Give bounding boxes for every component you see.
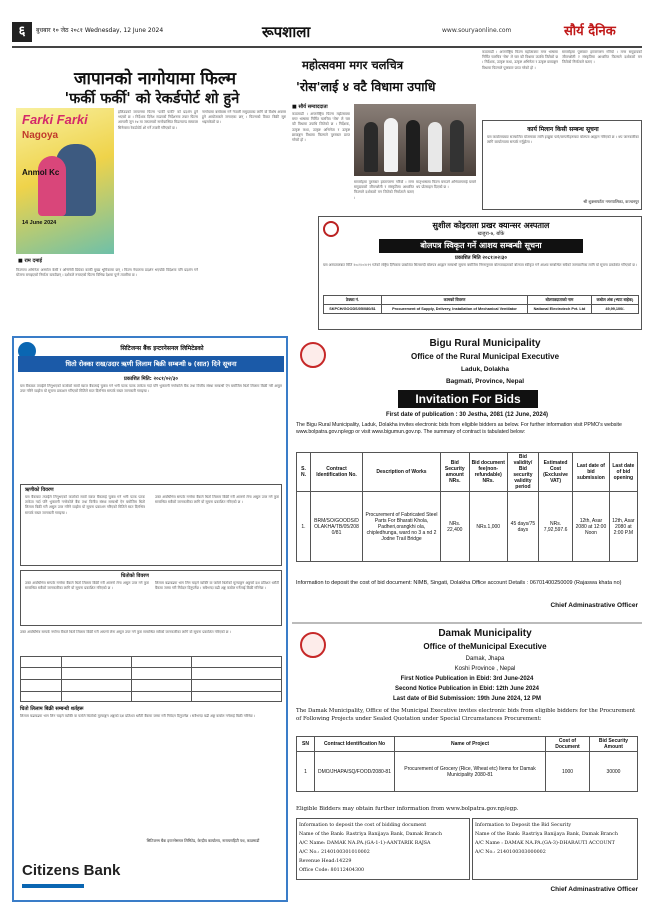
hospital-logo	[323, 221, 339, 237]
table-cell: 1	[297, 752, 315, 792]
bid-table	[296, 452, 638, 562]
nepal-emblem	[300, 342, 326, 368]
table-cell: 30000	[590, 752, 638, 792]
website-link[interactable]: www.souryaonline.com	[442, 27, 512, 34]
notice-body: यस बैंकबाट तपाईंले लिनुभएको कर्जाको सावाँ ब्याज बैंकलाई चुक्ता गर्न भनी पटक पटक ताकेता गर्दा पनि भुक्तानी नगरेकोले बैंक तथा वित्तीय संस्था सम्बन्धी ऐन बमोजिम धितो लिलाम बिक्री गरी असुल उपर गरिने व्यहोरा यो सूचना प्रकाशन गरिएको मितिले सात दिनभित्र सम्पर्क राख्न जानकारी गराइन्छ ।	[20, 384, 282, 394]
byline: ■ राम दमाई	[18, 258, 42, 264]
bid-table	[296, 736, 638, 792]
deposit-line: Office Code: 80112404300	[299, 868, 365, 873]
deposit-line: A/C Name : DAMAK NA.PA.(GA-3)-DHARAUTI ACCOUNT	[475, 841, 615, 846]
org-name: Damak Municipality	[438, 628, 532, 639]
location: Laduk, Dolakha	[460, 366, 510, 373]
deposit-info-box	[472, 818, 638, 880]
notice-title: सिटिजन्स बैंक इन्टरनेसनल लिमिटेडको	[120, 345, 204, 352]
citizens-bank-notice	[12, 336, 288, 902]
publication-date: Second Notice Publication in Ebid: 12th June 2024	[394, 686, 540, 692]
brand-logo: सौर्य दैनिक	[564, 24, 616, 39]
submission-deadline: Last date of Bid Submission: 19th June 2024, 12 PM	[392, 696, 542, 702]
article-body: काठमाडौं । अन्तर्राष्ट्रिय फिल्म महोत्सवमा मगर भाषामा निर्मित चलचित्र 'रोस' ले चार वटै विधामा उपाधि जितेको छ । निर्देशक, उत्कृष्ट कथा, उत्कृष्ट अभिनेता र उत्कृष्ट छायाङ्कन विधामा फिल्मले पुरस्कार प्राप्त गरेको हो ।	[292, 112, 350, 143]
notice-intro: The Damak Municipality, Office of the Municipal Executive invites electronic bids from eligible bidders for the Procurement of Following Projects under Sealed Quotation under Special Circumstances Procurement:	[296, 708, 636, 722]
bank-logo: Citizens Bank	[22, 862, 121, 879]
notice-title: कार्य मिलान किसी सम्बन्ध सूचना	[527, 126, 599, 133]
byline: ■ सौर्य सम्वाददाता	[292, 104, 328, 110]
deposit-line: A/C No.: 2140100301010002	[299, 850, 370, 855]
notice-signoff: Chief Adminastrative Officer	[550, 602, 638, 609]
notice-title: बोलपत्र स्विकृत गर्ने आशय सम्बन्धी सूचना	[379, 239, 583, 253]
details-text: यस बैंकबाट तपाईंले लिनुभएको कर्जाको सावाँ ब्याज बैंकलाई चुक्ता गर्न भनी पटक पटक ताकेता गर्दा पनि भुक्तानी नगरेकोले बैंक तथा वित्तीय संस्था सम्बन्धी ऐन बमोजिम धितो लिलाम बिक्री गरी असुल उपर गरिने व्यहोरा यो सूचना प्रकाशन गरिएको मितिले सात दिनभित्र सम्पर्क राख्न जानकारी गराइन्छ ।	[25, 495, 145, 515]
table-header: Bid validity/ Bid security validity period	[507, 453, 538, 492]
table-header: ठेक्का नं.	[324, 296, 382, 305]
deposit-line: Revenue Head:14229	[299, 859, 352, 864]
bank-contact: सिटिजन्स बैंक इन्टरनेसनल लिमिटेड, केन्द्रीय कार्यालय, नारायणहिटी पथ, काठमाडौं	[146, 838, 260, 843]
table-header: Last date of bid opening	[609, 453, 637, 492]
notice-title: धितो रोक्का राख/उदार ऋणी लिलाम बिक्री सम्बन्धी ७ (सात) दिने सूचना	[65, 360, 237, 368]
table-header: Contract Identification No.	[311, 453, 363, 492]
article-body: हलिउडको जापानमा फिल्म 'फर्की फर्की' को प्रदर्शन हुने भएको छ । निर्देशक दिनेश राउतको निर्देशनमा तयार फिल्म आगामी जुन १४ मा जापानको नागोयास्थित मिडल्यान्ड स्क्वायर सिनेमामा रेकर्डपोर्ट शो गर्ने तयारी गरिएको छ ।	[118, 110, 198, 130]
page-header	[12, 18, 642, 48]
eligibility-note: Eligible Bidders may obtain further information from www.bolpatra.gov.np/egp.	[296, 806, 519, 812]
location: Bagmati, Province, Nepal	[445, 378, 525, 385]
header-date: बुधबार १० जेठ २०८१ Wednesday, 12 June 2024	[36, 27, 164, 34]
table-header: Bid document fee(non-refundable) NRs.	[469, 453, 507, 492]
poster-title: Farki Farki	[22, 112, 88, 127]
hospital-notice	[318, 216, 642, 330]
table-cell: NRs. 7,92,597.6	[538, 492, 572, 562]
article-headline: 'रोस'लाई ४ वटै विधामा उपाधि	[296, 79, 436, 94]
notice-title: Invitation For Bids	[398, 390, 538, 408]
table-header: Estimated Cost (Exclusive VAT)	[538, 453, 572, 492]
municipal-notice	[482, 120, 642, 210]
location: Damak, Jhapa	[465, 656, 505, 662]
deposit-line: Name of the Bank: Rastriya Banijaya Bank, Damak Branch	[299, 832, 442, 837]
section-heading: ऋणीको विवरण	[25, 487, 54, 493]
table-cell: 49,99,100/-	[591, 305, 638, 314]
article-body: काठमाडौं । अन्तर्राष्ट्रिय फिल्म महोत्सवमा मगर भाषामा निर्मित चलचित्र 'रोस' ले चार वटै विधामा उपाधि जितेको छ । निर्देशक, उत्कृष्ट कथा, उत्कृष्ट अभिनेता र उत्कृष्ट छायाङ्कन विधामा फिल्मले पुरस्कार प्राप्त गरेको हो ।	[482, 50, 558, 70]
table-header: S. N.	[297, 453, 311, 492]
notice-body: यस अस्पतालबाट मिति २०८१।०२।१९ गतेको राष्ट्रिय दैनिकमा प्रकाशित सिलबन्दी बोलपत्र आह्वान सम्बन्धी सूचना बमोजिम निम्नानुसार बोलपत्रदाताको बोलपत्र स्वीकृत गर्ने आशय सम्बन्धित सबैको जानकारीका लागि यो सूचना प्रकाशित गरिएको छ ।	[323, 263, 638, 267]
deposit-line: A/C Name: DAMAK NA.PA.(GA-1-1)-AANTARIK RAJSA	[299, 841, 431, 846]
poster-date: 14 June 2024	[22, 220, 57, 226]
table-cell: 1.	[297, 492, 311, 562]
table-header: SN	[297, 737, 315, 752]
table-header: Bid Security amount NRs.	[441, 453, 470, 492]
damak-bid-notice	[292, 622, 642, 902]
poster-subtitle: Nagoya	[22, 130, 59, 141]
deposit-info: Information to deposit the cost of bid document: NIMB, Singati, Dolakha Office account Details : 06701400250009 (Rajaswa khata no)	[296, 580, 622, 586]
collateral-details	[20, 570, 282, 626]
deposit-line: Information to deposit the cost of bidding document	[299, 823, 427, 828]
article-body: मातृभाषामा फिल्म बनाउने अभियानलाई यसले थप प्रोत्साहन दिएको छ ।	[416, 180, 476, 190]
notice-date: प्रकाशित मिति: २०८१/०२/३०	[124, 376, 178, 382]
table-cell: BRM/SO/GOODS/DOLAKHA/TB/05/2080/81	[311, 492, 363, 562]
article-body: नागोयामा बसोबास गर्ने नेपाली समुदायका लागि यो विशेष अवसर हुने आयोजकले जनाएका छन् । फिल्मको टिकट बिक्री सुरु भइसकेको छ ।	[202, 110, 286, 125]
office-name: Office of theMunicipal Executive	[423, 642, 547, 651]
table-header: Description of Works	[363, 453, 441, 492]
table-header: Last date of bid submission	[573, 453, 609, 492]
org-name: Bigu Rural Municipality	[429, 338, 541, 349]
table-header: Name of Project	[395, 737, 546, 752]
org-location: खजुरा-७, बाँके	[477, 231, 505, 237]
details-text: लिलाम बढाबढमा भाग लिन चाहने व्यक्ति वा फर्मले धितोको मूल्याङ्कन अङ्कको दश प्रतिशत धरौटी बैंकमा जम्मा गरी निवेदन दिनुपर्नेछ । सबैभन्दा बढी अङ्क कबोल गर्नेलाई बिक्री गरिनेछ ।	[155, 581, 279, 591]
table-header: कामको विवरण	[381, 296, 527, 305]
auction-table	[20, 656, 282, 702]
table-cell: 45 days/75 days	[507, 492, 538, 562]
notice-date: प्रकाशित मिति २०८१।०२।३०	[454, 255, 508, 261]
deposit-info-box	[296, 818, 470, 880]
table-cell: Procurement of Grocery (Rice, Wheat etc) Items for Damak Municipality 2080-81	[395, 752, 546, 792]
notice-body: उक्त अवधिभित्र सम्पर्क नगरेमा बैंकले धितो लिलाम बिक्री गरी आफ्नो लेना असुल उपर गर्ने कुरा सम्बन्धित सबैको जानकारीका लागि यो सूचना प्रकाशित गरिएको छ ।	[20, 630, 231, 634]
film-poster	[16, 108, 114, 254]
borrower-details	[20, 484, 282, 566]
section-heading: धितो लिलाम बिक्री सम्बन्धी शर्तहरू	[20, 706, 84, 712]
bigu-bid-notice	[292, 336, 642, 618]
bank-logo-bar	[22, 884, 84, 888]
details-text: उक्त अवधिभित्र सम्पर्क नगरेमा बैंकले धितो लिलाम बिक्री गरी आफ्नो लेना असुल उपर गर्ने कुरा सम्बन्धित सबैको जानकारीका लागि यो सूचना प्रकाशित गरिएको छ ।	[155, 495, 279, 505]
poster-figure	[38, 156, 66, 216]
page-number: ६	[12, 22, 32, 42]
article-body: समारोहमा पुरस्कार हस्तान्तरण गरियो । मगर समुदायको जीवनशैली र संस्कृतिमा आधारित फिल्मले दर्शकको मन जितेको निर्माताले बताए ।	[562, 50, 642, 65]
table-header: कबोल अंक (भ्याट बाहेक)	[591, 296, 638, 305]
table-header: Cost of Document	[546, 737, 590, 752]
table-header: Contract Identification No	[315, 737, 395, 752]
article-headline: जापानको नागोयामा फिल्म	[73, 69, 237, 89]
publication-date: First date of publication : 30 Jestha, 2081 (12 June, 2024)	[385, 412, 549, 418]
article-body: फिल्ममा अभिनेता अनमोल केसी र अभिनेत्री प्रियंका कार्की मुख्य भूमिकामा छन् । फिल्म नेपालमा प्रदर्शन भएपछि विदेशमा पनि प्रदर्शन गर्ने योजना बनाइएको निर्माता बताउँछन् । दर्शकले रुचाएको फिल्म विभिन्न देशमा पुग्ने तयारीमा छ ।	[16, 268, 198, 278]
nepal-emblem	[300, 632, 326, 658]
deposit-line: A/C No.: 2140100303000002	[475, 850, 546, 855]
table-cell: National Electrotech Pvt. Ltd	[528, 305, 592, 314]
notice-signoff: श्री शुक्लाफाँटा नगरपालिका, कञ्चनपुर	[583, 199, 639, 204]
award-table	[323, 295, 639, 314]
notice-signoff: Chief Adminastrative Officer	[550, 886, 638, 893]
article-body: समारोहमा पुरस्कार हस्तान्तरण गरियो । मगर समुदायको जीवनशैली र संस्कृतिमा आधारित फिल्मले दर्शकको मन जितेको निर्माताले बताए ।	[354, 180, 414, 200]
article-headline: 'फर्की फर्की' को रेकर्डपोर्ट शो हुने	[64, 90, 240, 107]
notice-intro: The Bigu Rural Municipality, Laduk, Dolakha invites electronic bids from eligible bidders as below. For further information visit PPMO's website www.bolpatra.gov.np/egp or visit www.bigumun.gov.np. The summary of contract is tabulated below:	[296, 422, 622, 435]
deposit-line: Name of the Bank: Rastriya Banijaya Bank, Damak Branch	[475, 832, 618, 837]
office-name: Office of the Rural Municipal Executive	[410, 352, 560, 361]
table-cell: DMO/JHAPA/SQ/FOOD/2080-81	[315, 752, 395, 792]
publication-date: First Notice Publication in Ebid: 3rd June-2024	[400, 676, 534, 682]
table-cell: NRs.1,000	[469, 492, 507, 562]
table-cell: Procurement of Supply, Delivery, Installation of Mechanical Ventilator	[381, 305, 527, 314]
poster-name: Anmol Kc	[22, 168, 60, 177]
table-cell: NRs. 22,400	[441, 492, 470, 562]
deposit-line: Information to Deposit the Bid Security	[475, 823, 572, 828]
table-cell: 1000	[546, 752, 590, 792]
section-heading: धितोको विवरण	[121, 573, 149, 579]
table-header: बोलपत्रदाताको नाम	[528, 296, 592, 305]
table-cell: 12th, Asar 2080 at 12:00 Noon	[573, 492, 609, 562]
details-text: उक्त अवधिभित्र सम्पर्क नगरेमा बैंकले धितो लिलाम बिक्री गरी आफ्नो लेना असुल उपर गर्ने कुरा सम्बन्धित सबैको जानकारीका लागि यो सूचना प्रकाशित गरिएको छ ।	[25, 581, 149, 591]
location: Koshi Province , Nepal	[454, 666, 516, 672]
award-photo	[354, 104, 476, 176]
table-cell: 12th, Asar 2080 at 2:00 P.M	[609, 492, 637, 562]
article-japan-film	[12, 52, 288, 330]
table-header: Bid Security Amount	[590, 737, 638, 752]
table-cell: SKPCH/GOODS/05/080/81	[324, 305, 382, 314]
notice-body: लिलाम बढाबढमा भाग लिन चाहने व्यक्ति वा फर्मले धितोको मूल्याङ्कन अङ्कको दश प्रतिशत धरौटी बैंकमा जम्मा गरी निवेदन दिनुपर्नेछ । सबैभन्दा बढी अङ्क कबोल गर्नेलाई बिक्री गरिनेछ ।	[20, 714, 256, 718]
notice-body: यस कार्यालयबाट सञ्चालित योजनाका लागि इच्छुक फर्म/कम्पनीहरूबाट बोलपत्र आह्वान गरिएको छ । थप जानकारीका लागि कार्यालयमा सम्पर्क गर्नुहोला ।	[487, 135, 639, 145]
section-title: रूपशाला	[262, 23, 311, 41]
table-cell: Procurement of Fabricated Steel Parts For Bharati Khola, Padheri,orangkhi ola, chipledhunga, ward no 3 a nd 2 Jodne Trail Bridge	[363, 492, 441, 562]
article-headline: महोत्सवमा मगर चलचित्र	[302, 58, 404, 72]
org-name: सुशील कोइराला प्रखर क्यान्सर अस्पताल	[432, 221, 550, 230]
